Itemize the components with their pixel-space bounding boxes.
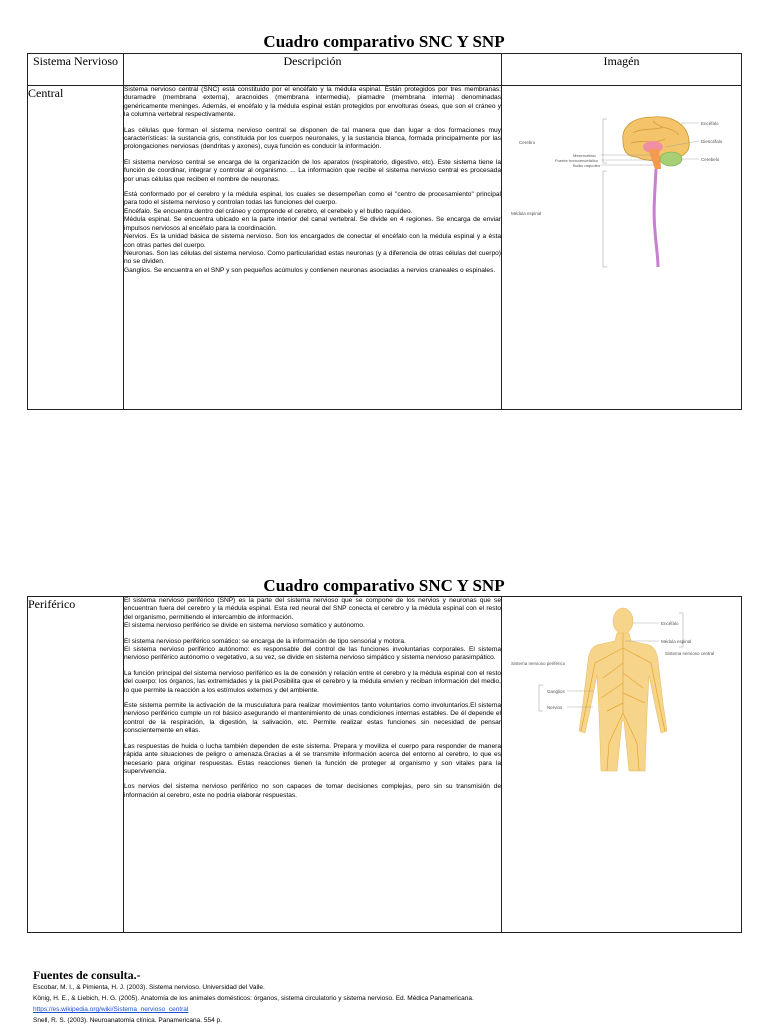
reference-item: Escobar, M. I., & Pimienta, H. J. (2003). Sistema nervioso. Universidad del Valle.	[33, 984, 265, 991]
paragraph: Este sistema permite la activación de la musculatura para realizar movimientos tanto voluntarios como involuntarios.El sistema nervioso periférico cumple un rol básico asegurando el mantenimiento de unas condiciones internas estables. De él depende el control de la respiración, la digestión, la salivación, etc. Permite realizar estas funciones sin necesidad de pensar conscientemente en ellas.	[124, 702, 501, 735]
row-label-central: Central	[28, 86, 124, 410]
reference-item: König, H. E., & Liebich, H. G. (2005). Anatomía de los animales domésticos: órganos, sistema circulatorio y sistema nervioso. Ed. Médica Panamericana.	[33, 995, 474, 1002]
paragraph: El sistema nervioso periférico somático: se encarga de la información de tipo sensorial y motora.	[124, 637, 406, 645]
paragraph: Está conformado por el cerebro y la médula espinal, los cuales se desempeñan como el "centro de procesamiento" principal para todo el sistema nervioso y controlan todas las funciones del cuerpo.	[124, 191, 501, 207]
head-shape	[613, 608, 633, 634]
header-description: Descripción	[124, 54, 502, 86]
paragraph: Ganglios. Se encuentra en el SNP y son pequeños acúmulos y contienen neuronas asociadas a nervios craneales o espinales.	[124, 266, 496, 274]
sources-section	[33, 968, 753, 1026]
reference-link[interactable]: https://es.wikipedia.org/wiki/Sistema_nervioso_central	[33, 1006, 189, 1013]
table-1-title: Cuadro comparativo SNC Y SNP	[263, 32, 505, 51]
paragraph: El sistema nervioso periférico autónomo: es responsable del control de las funciones involuntarias corporales. El sistema nervioso periférico autónomo o vegetativo, a su vez, se divide en sistema nervioso simpático y sistema nervioso parasimpático.	[124, 646, 501, 662]
brain-spinal-cord-illustration	[503, 111, 741, 271]
paragraph: El sistema nervioso periférico (SNP) es la parte del sistema nervioso que se compone de los nervios y neuronas que se encuentran fuera del cerebro y la médula espinal. Esta red neural del SNP conecta el cerebro y la médula espinal con el resto del organismo, permitiendo el intercambio de información.	[124, 597, 501, 621]
image-cell-periferico	[502, 597, 742, 933]
sources-heading: Fuentes de consulta.-	[33, 968, 141, 982]
label-mesencefalo: Mesencéfalo	[573, 153, 596, 158]
paragraph: Médula espinal. Se encuentra ubicado en la parte interior del canal vertebral. Se divide en 4 regiones. Se encarga de enviar impulsos nerviosos al encéfalo para la coordinación.	[124, 216, 501, 232]
paragraph: Los nervios del sistema nervioso periférico no son capaces de tomar decisiones complejas, pero sin su transmisión de información al cerebro, este no podría elaborar respuestas.	[124, 783, 501, 799]
paragraph: Nervios. Es la unidad básica de sistema nervioso. Son los encargados de conectar el encéfalo con la médula espinal y a ésta con otras partes del cuerpo.	[124, 233, 501, 249]
spinal-cord-shape	[654, 169, 658, 267]
label-encefalo: Encéfalo	[661, 621, 679, 626]
table-2-title: Cuadro comparativo SNC Y SNP	[263, 576, 505, 595]
paragraph: La función principal del sistema nervioso periférico es la de conexión y relación entre el cerebro y la médula espinal con el resto del cuerpo: los órganos, las extremidades y la piel.Posibilita que el cerebro y la médula envíen y reciban información del medio, lo que permite la reacción a los estímulos externos y del ambiente.	[124, 669, 501, 694]
label-nervios: Nervios	[547, 705, 563, 710]
reference-item: Snell, R. S. (2003). Neuroanatomía clínica. Panamericana. 554 p.	[33, 1017, 222, 1024]
label-medula: Médula espinal	[661, 639, 692, 644]
label-snc: Sistema nervioso central	[665, 651, 715, 656]
comparison-table-central	[27, 53, 742, 410]
paragraph: Neuronas. Son las células del sistema nervioso. Como particularidad estas neuronas (y a diferencia de otras células del cuerpo) no se dividen.	[124, 249, 501, 266]
paragraph: Las células que forman el sistema nervioso central se disponen de tal manera que dan lugar a dos formaciones muy características: la sustancia gris, constituida por los cuerpos neuronales, y la sustancia blanca, formada principalmente por las prolongaciones nerviosas (dendritas y axones), cuya función es conducir la información.	[124, 126, 501, 151]
paragraph: El sistema nervioso periférico se divide en sistema nervioso somático y autónomo.	[124, 622, 365, 630]
cerebellum-shape	[660, 152, 682, 166]
comparison-table-peripheral	[27, 596, 742, 933]
peripheral-nervous-system-illustration	[503, 603, 741, 773]
paragraph: Las respuestas de huida o lucha también dependen de este sistema. Prepara y moviliza el cuerpo para responder de manera rápida ante situaciones de peligro o amenaza.Gracias a él se transmite información acerca del entorno al cerebro, lo que es necesario para originar respuestas. Estas reacciones tienen la función de proteger al organismo y son vitales para la supervivencia.	[124, 742, 501, 775]
label-encefalo: Encéfalo	[701, 121, 719, 126]
label-ganglios: Ganglios	[547, 689, 565, 694]
label-snp: Sistema nervioso periférico	[511, 661, 566, 666]
header-image: Imagén	[502, 54, 742, 86]
paragraph: El sistema nervioso central se encarga de la organización de los aparatos (respiratorio, digestivo, etc). Este sistema tiene la función de coordinar, integrar y controlar al organismo. ... La información que recibe el sistema nervioso central es procesada por unas células que reciben el nombre de neuronas.	[124, 158, 501, 183]
label-cerebro: Cerebro	[519, 140, 536, 145]
paragraph: Encéfalo. Se encuentra dentro del cráneo y comprende el cerebro, el cerebelo y el bulbo raquídeo.	[124, 207, 413, 215]
label-cerebelo: Cerebelo	[701, 157, 720, 162]
header-system: Sistema Nervioso	[28, 54, 124, 86]
label-puente: Puente troncoencefálico	[555, 158, 598, 163]
label-bulbo: Bulbo raquídeo	[573, 163, 601, 168]
label-diencefalo: Diencéfalo	[701, 139, 723, 144]
description-periferico	[124, 597, 502, 933]
label-medula: Médula espinal	[511, 211, 542, 216]
row-label-periferico: Periférico	[28, 597, 124, 933]
paragraph: Sistema nervioso central (SNC) está constituido por el encéfalo y la médula espinal. Están protegidos por tres membranas: duramadre (membrana externa), aracnoides (membrana intermedia), piamadre (membrana interna) denominadas genéricamente meninges. Además, el encéfalo y la médula espinal están protegidos por envolturas óseas, que son el cráneo y la columna vertebral respectivamente.	[124, 86, 501, 119]
image-cell-central	[502, 86, 742, 410]
description-central	[124, 86, 502, 410]
